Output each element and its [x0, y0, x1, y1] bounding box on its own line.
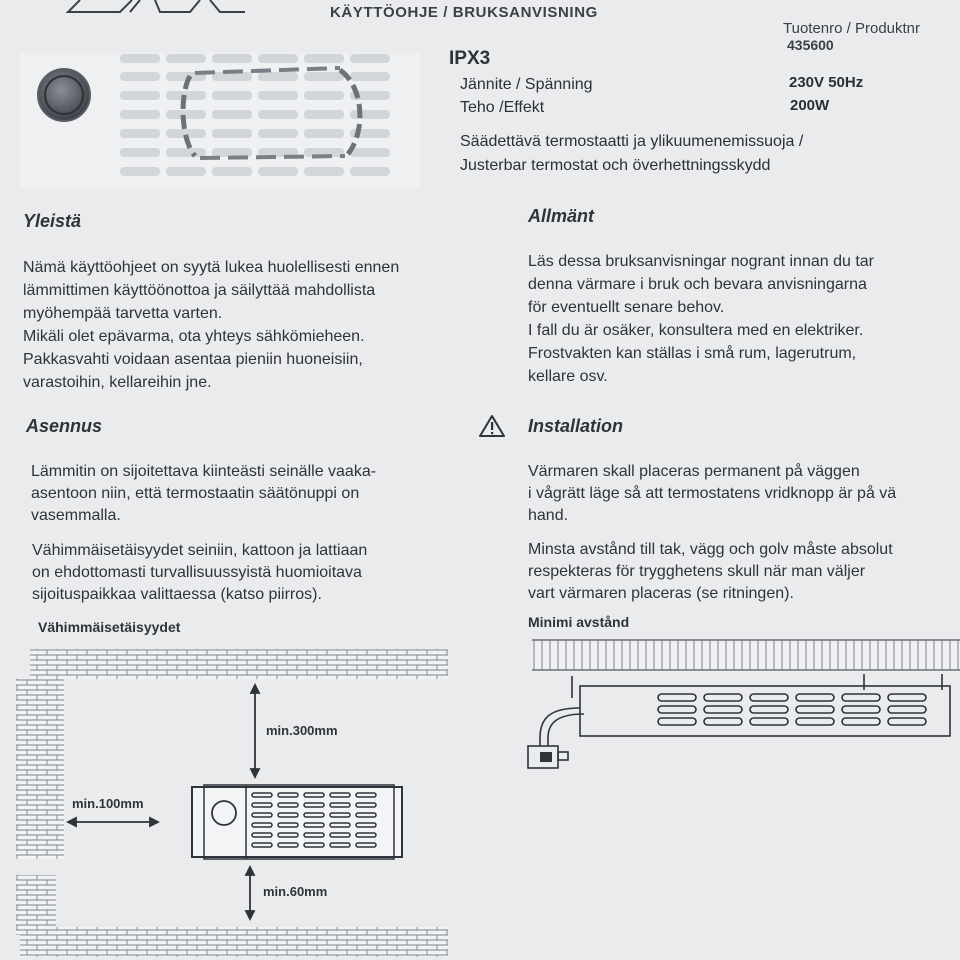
text-line: Frostvakten kan ställas i små rum, lagerutrum,	[528, 345, 857, 362]
text-line: Värmaren skall placeras permanent på väggen	[528, 463, 860, 480]
heading-install-fi: Asennus	[26, 416, 103, 436]
text-line: myöhempää tarvetta varten.	[23, 305, 223, 322]
text-line: on ehdottomasti turvallisuussyistä huomioitava	[32, 564, 362, 581]
install-text-sv-1	[528, 461, 960, 527]
text-line: Läs dessa bruksanvisningar nogrant innan du tar	[528, 253, 874, 270]
brand-logo	[60, 0, 260, 14]
ceiling-wall	[30, 649, 448, 679]
text-line: denna värmare i bruk och bevara anvisningarna	[528, 276, 867, 293]
voltage-value: 230V 50Hz	[789, 74, 864, 91]
text-line: för eventuellt senare behov.	[528, 299, 725, 316]
text-line: hand.	[528, 507, 569, 524]
text-line: varastoihin, kellareihin jne.	[23, 374, 212, 391]
power-value: 200W	[790, 97, 830, 114]
text-line: vart värmaren placeras (se ritningen).	[528, 585, 794, 602]
side-wall	[16, 679, 64, 859]
heater-drawing	[528, 674, 950, 768]
general-text-fi	[23, 256, 473, 394]
diagram-caption-sv: Minimi avstånd	[528, 614, 630, 630]
heater-product-image	[20, 48, 430, 188]
voltage-label: Jännite / Spänning	[460, 76, 593, 93]
heading-general-sv: Allmänt	[528, 206, 595, 226]
text-line: Lämmitin on sijoitettava kiinteästi seinälle vaaka-	[31, 463, 377, 480]
general-text-sv	[528, 250, 958, 388]
ip-rating: IPX3	[449, 48, 491, 69]
document-title: KÄYTTÖOHJE / BRUKSANVISNING	[330, 4, 598, 21]
text-line: Nämä käyttöohjeet on syytä lukea huolellisesti ennen	[23, 259, 400, 276]
dimension-label-side: min.100mm	[72, 796, 144, 811]
install-text-fi-1	[31, 461, 471, 527]
heater-drawing	[192, 785, 402, 859]
text-line: Pakkasvahti voidaan asentaa pieniin huoneisiin,	[23, 351, 363, 368]
install-text-fi-2	[32, 540, 472, 606]
text-line: vasemmalla.	[31, 507, 121, 524]
dimension-label-bottom: min.60mm	[263, 884, 328, 899]
product-number-label: Tuotenro / Produktnr	[783, 20, 921, 37]
text-line: Vähimmäisetäisyydet seiniin, kattoon ja lattiaan	[32, 542, 368, 559]
dimension-label-top: min.300mm	[266, 723, 338, 738]
plug-icon	[540, 752, 552, 762]
floor-wall	[20, 927, 448, 957]
text-line: Mikäli olet epävarma, ota yhteys sähkömieheen.	[23, 328, 365, 345]
text-line: respekteras för trygghetens skull när man väljer	[528, 563, 866, 580]
feature-line-fi: Säädettävä termostaatti ja ylikuumenemissuoja /	[460, 133, 804, 150]
text-line: sijoituspaikkaa valittaessa (katso piirros).	[32, 586, 322, 603]
install-text-sv-2	[528, 539, 960, 605]
ceiling-wall	[532, 640, 960, 670]
text-line: Minsta avstånd till tak, vägg och golv måste absolut	[528, 541, 893, 558]
mounting-diagram	[522, 638, 960, 778]
warning-triangle-icon	[478, 414, 506, 438]
product-number: 435600	[787, 37, 834, 53]
power-label: Teho /Effekt	[460, 99, 545, 116]
heading-general-fi: Yleistä	[23, 211, 82, 231]
text-line: i vågrätt läge så att termostatens vridknopp är på vä	[528, 485, 897, 502]
text-line: I fall du är osäker, konsultera med en elektriker.	[528, 322, 864, 339]
feature-line-sv: Justerbar termostat och överhettningsskydd	[460, 157, 771, 174]
text-line: kellare osv.	[528, 368, 608, 385]
diagram-caption-fi: Vähimmäisetäisyydet	[38, 619, 181, 635]
heading-install-sv: Installation	[528, 416, 624, 436]
text-line: asentoon niin, että termostaatin säätönuppi on	[31, 485, 360, 502]
text-line: lämmittimen käyttöönottoa ja säilyttää mahdollista	[23, 282, 376, 299]
